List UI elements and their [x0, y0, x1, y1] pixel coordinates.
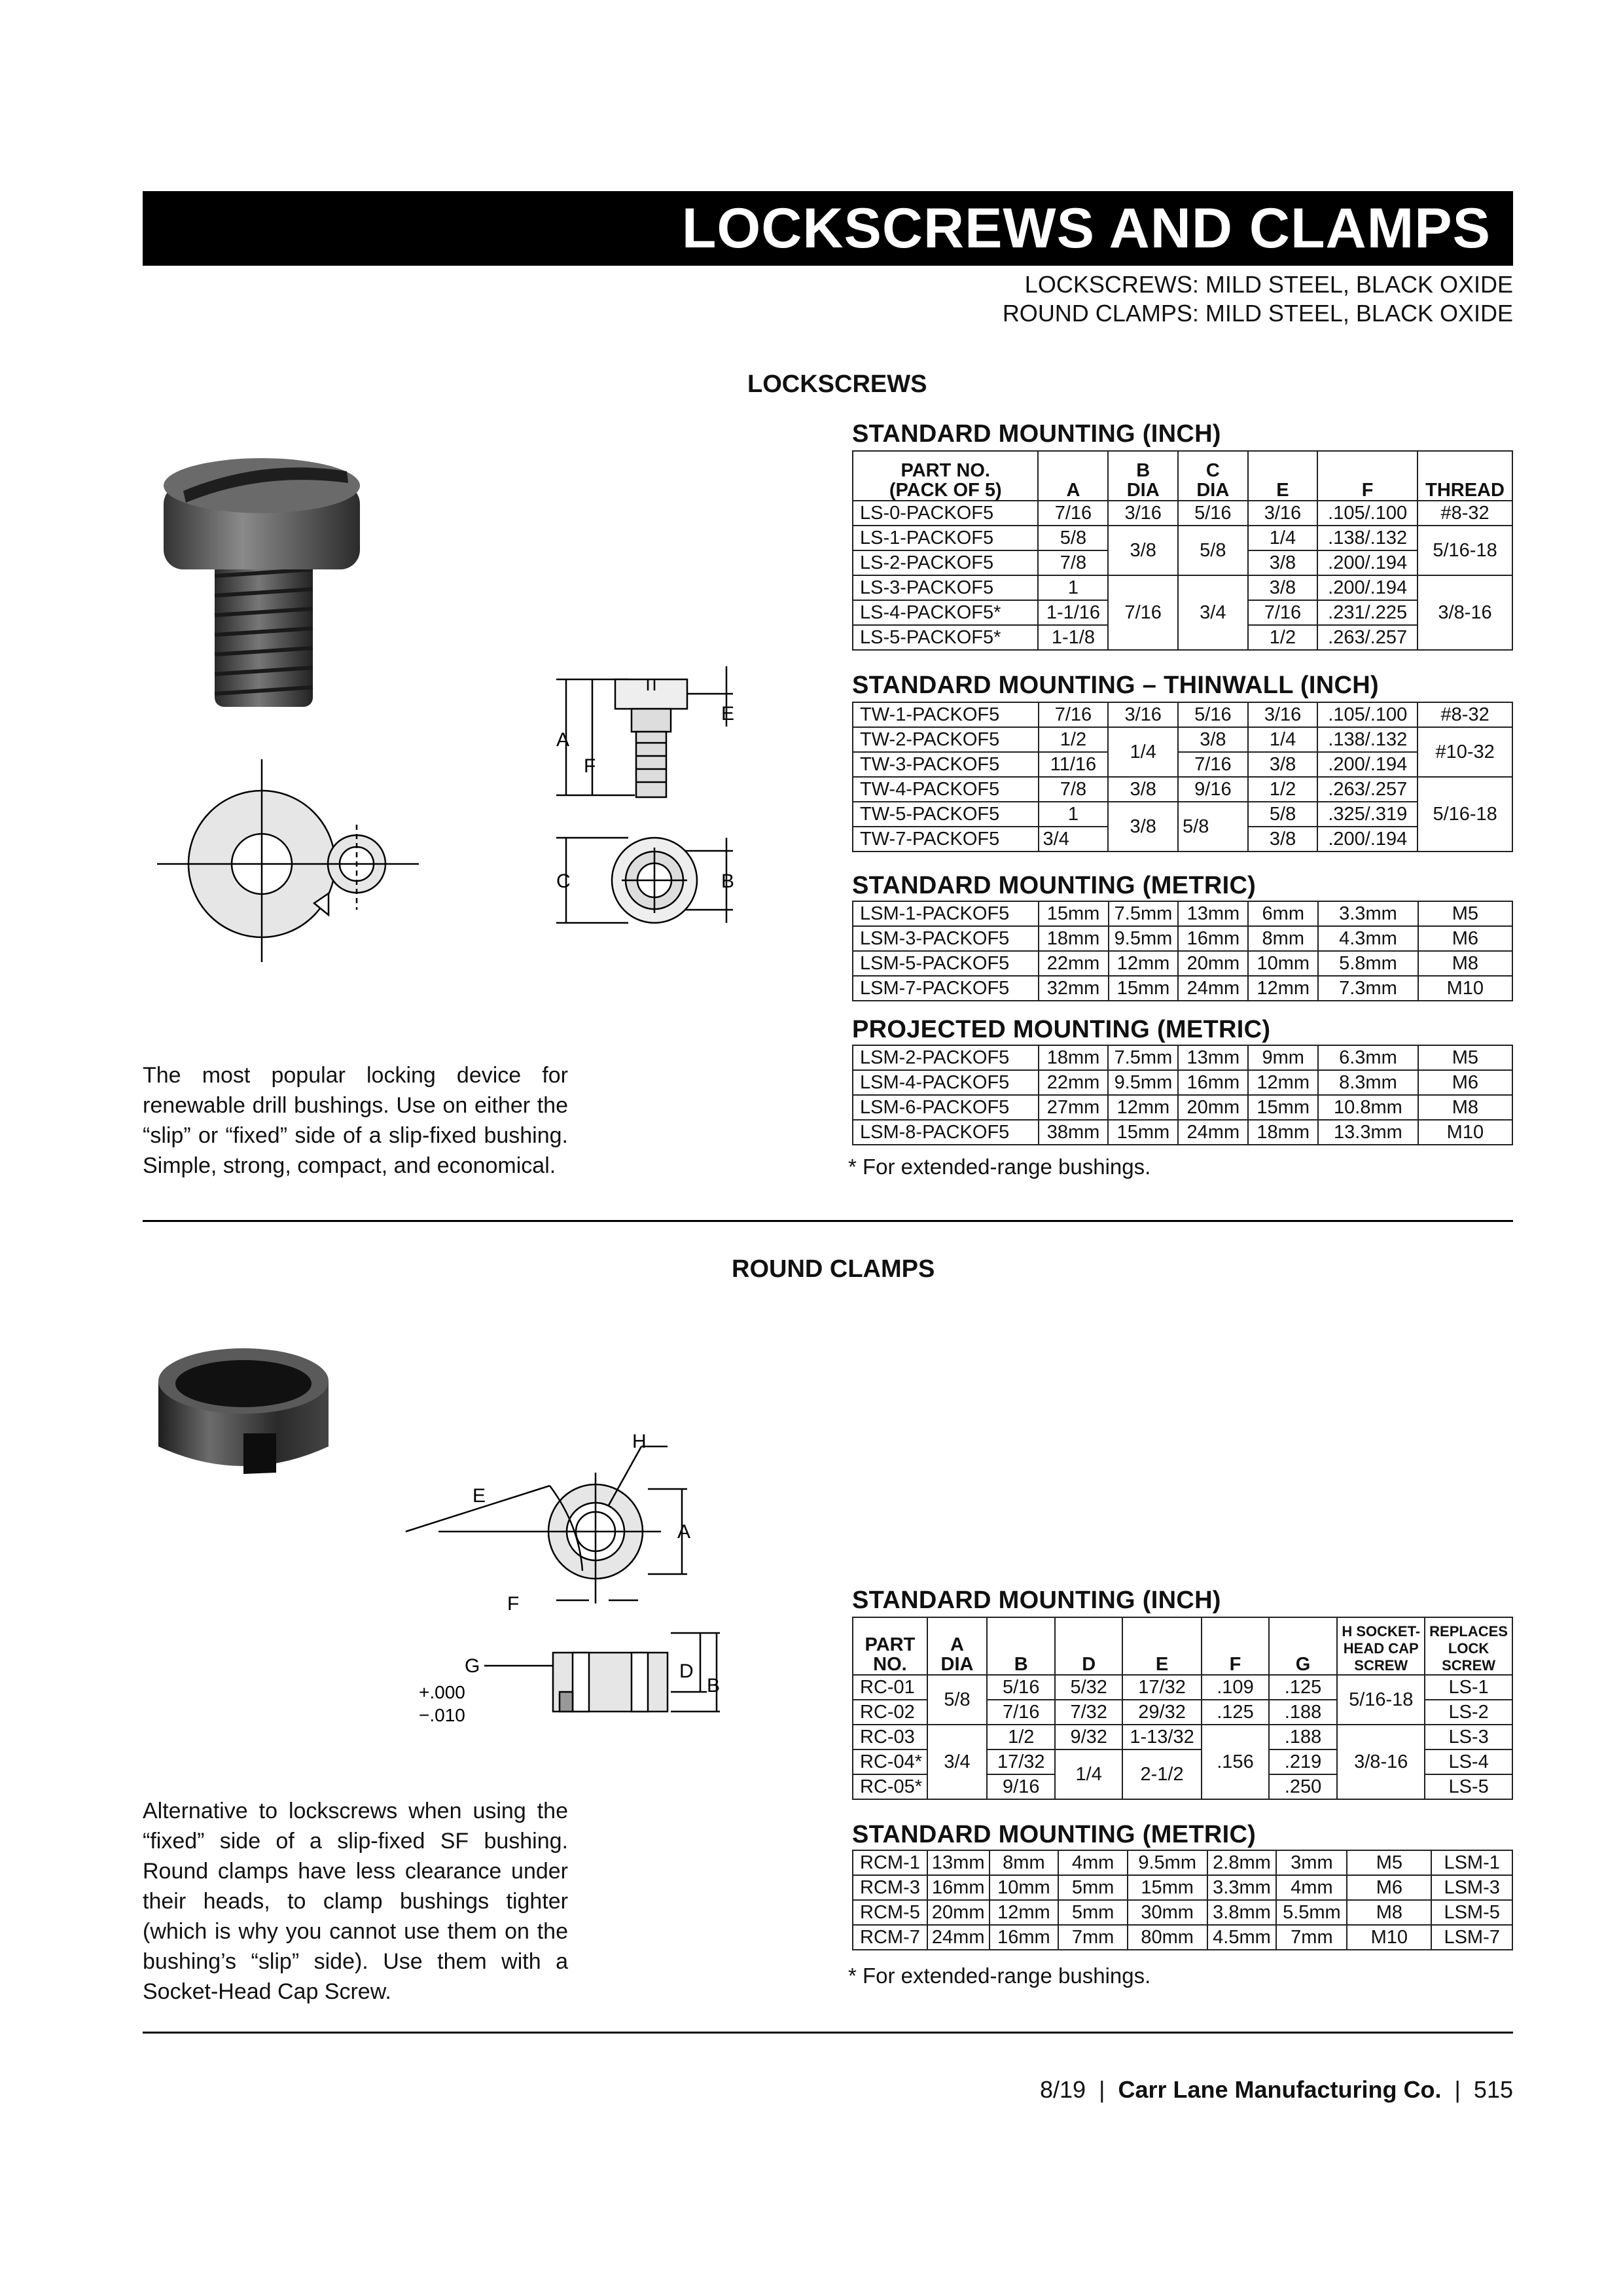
- page-title: LOCKSCREWS AND CLAMPS: [681, 197, 1491, 260]
- round-clamps-heading: ROUND CLAMPS: [732, 1255, 935, 1283]
- table-row: TW-5-PACKOF5 1 3/8 5/8 5/8 .325/.319: [853, 802, 1512, 827]
- round-clamps-footnote: * For extended-range bushings.: [848, 1964, 1151, 1988]
- clamp-label-h: H: [632, 1433, 647, 1452]
- clamp-label-e: E: [473, 1485, 486, 1507]
- col-header-g: G: [1269, 1617, 1338, 1675]
- col-header-f: F: [1202, 1617, 1269, 1675]
- col-header-thread: THREAD: [1418, 451, 1512, 501]
- page-footer: 8/19 | Carr Lane Manufacturing Co. | 515: [1040, 2076, 1513, 2103]
- table-row: RC-03 3/4 1/2 9/32 1-13/32 .156 .188 3/8-16 LS-3: [853, 1725, 1512, 1749]
- lockscrew-label-e: E: [721, 703, 735, 725]
- lockscrew-installation-diagram: [157, 759, 432, 969]
- table-row: LS-4-PACKOF5* 1-1/16 7/16 .231/.225: [853, 600, 1512, 625]
- table-row: LS-2-PACKOF5 7/8 3/8 .200/.194: [853, 550, 1512, 575]
- col-header-e: E: [1122, 1617, 1202, 1675]
- table-row: RC-04* 17/32 1/4 2-1/2 .219 LS-4: [853, 1749, 1512, 1774]
- lockscrew-bottom-diagram: [550, 825, 746, 936]
- col-header-d: D: [1055, 1617, 1122, 1675]
- table-row: LSM-5-PACKOF5 22mm 12mm 20mm 10mm 5.8mm M8: [853, 951, 1512, 976]
- table-row: TW-2-PACKOF5 1/2 1/4 3/8 1/4 .138/.132 #10-32: [853, 727, 1512, 752]
- ls-std-inch-title: STANDARD MOUNTING (INCH): [852, 420, 1221, 448]
- lockscrews-heading: LOCKSCREWS: [747, 370, 927, 398]
- lockscrews-metric-table: [852, 901, 1513, 1001]
- table-row: LS-1-PACKOF5 5/8 3/8 5/8 1/4 .138/.132 5/16-18: [853, 526, 1512, 550]
- ls-metric-title: STANDARD MOUNTING (METRIC): [852, 872, 1257, 899]
- clamp-label-a: A: [677, 1521, 691, 1543]
- lockscrew-label-a: A: [556, 729, 570, 751]
- round-clamp-side-diagram: [419, 1620, 733, 1738]
- col-header-c: C DIA: [1178, 451, 1248, 501]
- lockscrews-std-inch-table: [852, 450, 1513, 651]
- table-row: LSM-2-PACKOF5 18mm 7.5mm 13mm 9mm 6.3mm M5: [853, 1045, 1512, 1070]
- lockscrew-side-diagram: [550, 661, 746, 808]
- table-row: RC-02 7/16 7/32 29/32 .125 .188 LS-2: [853, 1700, 1512, 1725]
- clamp-label-b: B: [707, 1675, 721, 1696]
- table-row: LS-5-PACKOF5* 1-1/8 1/2 .263/.257: [853, 625, 1512, 650]
- footer-divider: [143, 2032, 1513, 2034]
- table-row: RC-01 5/8 5/16 5/32 17/32 .109 .125 5/16-18 LS-1: [853, 1675, 1512, 1700]
- table-row: LSM-4-PACKOF5 22mm 9.5mm 16mm 12mm 8.3mm M6: [853, 1070, 1512, 1095]
- table-row: RCM-3 16mm 10mm 5mm 15mm 3.3mm 4mm M6 LSM-3: [853, 1875, 1512, 1900]
- title-bar: [143, 191, 1513, 266]
- col-header-replaces: REPLACES LOCK SCREW: [1425, 1617, 1512, 1675]
- table-row: LSM-3-PACKOF5 18mm 9.5mm 16mm 8mm 4.3mm M6: [853, 926, 1512, 951]
- col-header-a: A: [1038, 451, 1108, 501]
- col-header-b: B: [987, 1617, 1055, 1675]
- footer-date: 8/19: [1040, 2076, 1086, 2103]
- col-header-a: A DIA: [927, 1617, 987, 1675]
- table-row: LSM-8-PACKOF5 38mm 15mm 24mm 18mm 13.3mm M10: [853, 1120, 1512, 1145]
- table-row: RCM-7 24mm 16mm 7mm 80mm 4.5mm 7mm M10 LSM-7: [853, 1925, 1512, 1950]
- table-row: TW-3-PACKOF5 11/16 7/16 3/8 .200/.194: [853, 752, 1512, 777]
- material-line-lockscrews: LOCKSCREWS: MILD STEEL, BLACK OXIDE: [1024, 271, 1513, 298]
- material-line-clamps: ROUND CLAMPS: MILD STEEL, BLACK OXIDE: [1002, 300, 1513, 327]
- rc-metric-title: STANDARD MOUNTING (METRIC): [852, 1821, 1257, 1848]
- clamp-label-d: D: [679, 1660, 694, 1682]
- col-header-part: PART NO.: [853, 1617, 927, 1675]
- table-row: LS-3-PACKOF5 1 7/16 3/4 3/8 .200/.194 3/8-16: [853, 575, 1512, 600]
- clamp-label-g: G: [465, 1655, 480, 1677]
- footer-page-number: 515: [1473, 2076, 1513, 2103]
- lockscrew-label-c: C: [556, 870, 571, 892]
- clamp-tolerance-minus: −.010: [419, 1705, 465, 1725]
- col-header-h: H SOCKET- HEAD CAP SCREW: [1337, 1617, 1425, 1675]
- footer-company: Carr Lane Manufacturing Co.: [1118, 2076, 1442, 2103]
- col-header-b: B DIA: [1108, 451, 1178, 501]
- round-clamps-std-inch-table: [852, 1617, 1513, 1800]
- clamp-label-f: F: [507, 1593, 520, 1615]
- table-row: RCM-1 13mm 8mm 4mm 9.5mm 2.8mm 3mm M5 LSM-1: [853, 1850, 1512, 1875]
- table-row: LSM-1-PACKOF5 15mm 7.5mm 13mm 6mm 3.3mm M5: [853, 901, 1512, 926]
- lockscrew-photo: [157, 445, 380, 720]
- lockscrew-label-b: B: [721, 870, 735, 892]
- table-row: RCM-5 20mm 12mm 5mm 30mm 3.8mm 5.5mm M8 LSM-5: [853, 1900, 1512, 1925]
- round-clamp-top-diagram: [399, 1433, 726, 1617]
- table-row: TW-1-PACKOF5 7/16 3/16 5/16 3/16 .105/.100 #8-32: [853, 702, 1512, 727]
- ls-thinwall-title: STANDARD MOUNTING – THINWALL (INCH): [852, 672, 1379, 699]
- round-clamp-photo: [152, 1335, 335, 1486]
- section-divider: [143, 1220, 1513, 1222]
- lockscrews-footnote: * For extended-range bushings.: [848, 1155, 1151, 1179]
- col-header-f: F: [1317, 451, 1418, 501]
- clamp-tolerance-plus: +.000: [419, 1682, 465, 1702]
- round-clamps-metric-table: [852, 1850, 1513, 1950]
- col-header-part: PART NO. (PACK OF 5): [853, 451, 1038, 501]
- table-row: RC-05* 9/16 .250 LS-5: [853, 1774, 1512, 1799]
- table-row: TW-4-PACKOF5 7/8 3/8 9/16 1/2 .263/.257 5/16-18: [853, 777, 1512, 802]
- round-clamps-description: Alternative to lockscrews when using the “fixed” side of a slip-fixed SF bushing. Round clamps have less clearance under their heads, to clamp bushings tighter (which is why you cannot use them on the bushing’s “slip” side). Use them with a Socket-Head Cap Screw.: [143, 1799, 568, 2004]
- table-row: TW-7-PACKOF5 3/4 3/8 .200/.194: [853, 827, 1512, 852]
- table-row: LSM-7-PACKOF5 32mm 15mm 24mm 12mm 7.3mm M10: [853, 976, 1512, 1001]
- table-row: LSM-6-PACKOF5 27mm 12mm 20mm 15mm 10.8mm M8: [853, 1095, 1512, 1120]
- table-row: LS-0-PACKOF5 7/16 3/16 5/16 3/16 .105/.100 #8-32: [853, 501, 1512, 526]
- lockscrews-thinwall-table: [852, 702, 1513, 852]
- lockscrews-description: The most popular locking device for renewable drill bushings. Use on either the “slip” or “fixed” side of a slip-fixed bushing. Simple, strong, compact, and economical.: [143, 1063, 568, 1178]
- ls-projected-title: PROJECTED MOUNTING (METRIC): [852, 1016, 1271, 1043]
- lockscrew-label-f: F: [584, 755, 596, 777]
- rc-std-inch-title: STANDARD MOUNTING (INCH): [852, 1587, 1221, 1614]
- lockscrews-projected-table: [852, 1045, 1513, 1145]
- col-header-e: E: [1248, 451, 1318, 501]
